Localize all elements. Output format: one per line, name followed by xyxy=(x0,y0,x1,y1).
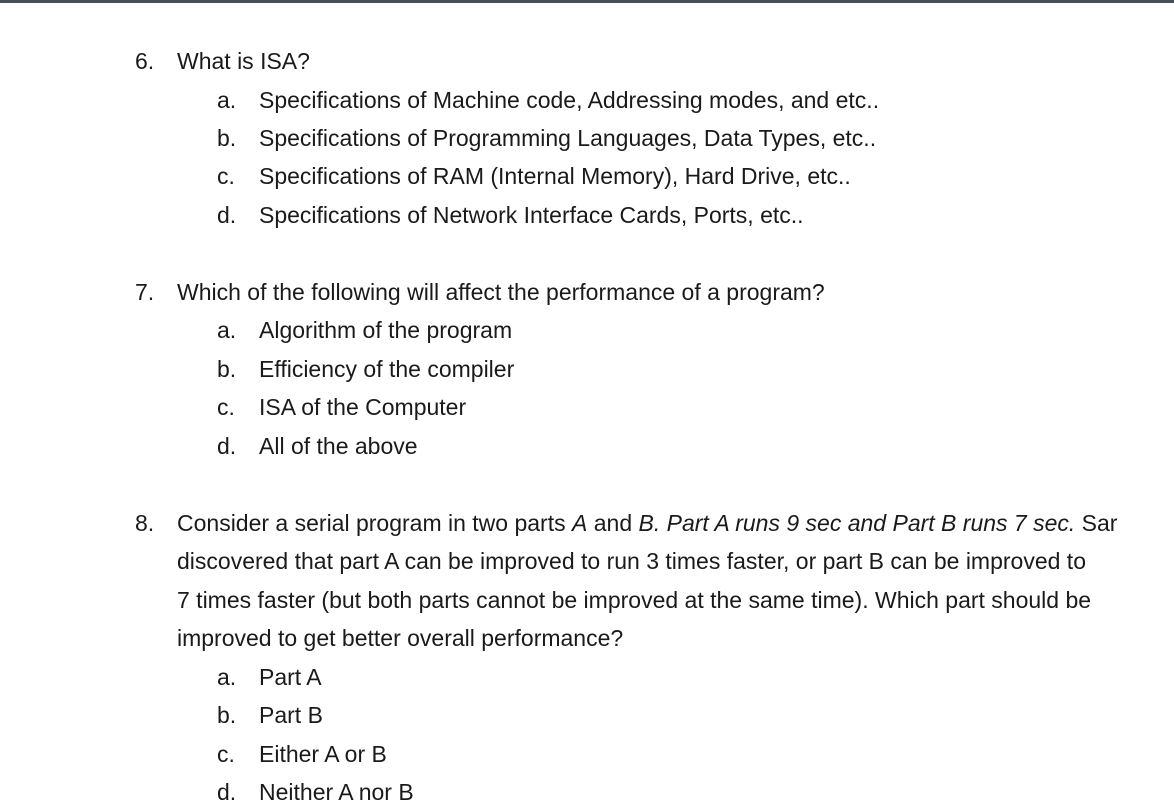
option-text: Specifications of Network Interface Cards, Ports, etc.. xyxy=(259,202,804,228)
question-number: 8. xyxy=(135,510,155,536)
option-text: Specifications of Programming Languages, Data Types, etc.. xyxy=(259,125,877,151)
question-text-segment: Consider a serial program in two parts xyxy=(177,510,572,536)
option-text: Part B xyxy=(259,702,323,728)
option-letter: d. xyxy=(217,779,237,805)
question-text-italic: B. Part A runs 9 sec and Part B runs 7 sec. xyxy=(638,510,1076,536)
question-text-line-3: 7 times faster (but both parts cannot be improved at the same time). Which part should be xyxy=(177,587,1092,613)
option-letter: a. xyxy=(217,317,237,343)
option-text: Neither A nor B xyxy=(259,779,414,805)
option-letter: a. xyxy=(217,87,237,113)
question-text-line-2: discovered that part A can be improved to run 3 times faster, or part B can be improved to xyxy=(177,548,1086,574)
question-text: What is ISA? xyxy=(177,48,310,74)
option-text: Efficiency of the compiler xyxy=(259,356,515,382)
option-text: ISA of the Computer xyxy=(259,394,467,420)
question-text-italic: A xyxy=(572,510,588,536)
option-letter: c. xyxy=(217,163,235,189)
option-letter: c. xyxy=(217,741,235,767)
option-text: All of the above xyxy=(259,433,418,459)
option-text: Specifications of Machine code, Addressing modes, and etc.. xyxy=(259,87,880,113)
question-number: 6. xyxy=(135,48,155,74)
question-text-segment: Sar xyxy=(1075,510,1118,536)
question-text: Which of the following will affect the performance of a program? xyxy=(177,279,825,305)
option-text: Specifications of RAM (Internal Memory), Hard Drive, etc.. xyxy=(259,163,851,189)
option-letter: c. xyxy=(217,394,235,420)
option-letter: d. xyxy=(217,433,237,459)
question-text-segment: and xyxy=(587,510,639,536)
option-letter: b. xyxy=(217,125,237,151)
option-text: Either A or B xyxy=(259,741,387,767)
top-border xyxy=(0,0,1174,3)
option-letter: b. xyxy=(217,702,237,728)
option-letter: a. xyxy=(217,664,237,690)
option-text: Part A xyxy=(259,664,322,690)
question-text-line-4: improved to get better overall performance? xyxy=(177,625,624,651)
option-text: Algorithm of the program xyxy=(259,317,513,343)
question-text-line-1 xyxy=(177,508,1117,538)
option-letter: d. xyxy=(217,202,237,228)
question-number: 7. xyxy=(135,279,155,305)
option-letter: b. xyxy=(217,356,237,382)
